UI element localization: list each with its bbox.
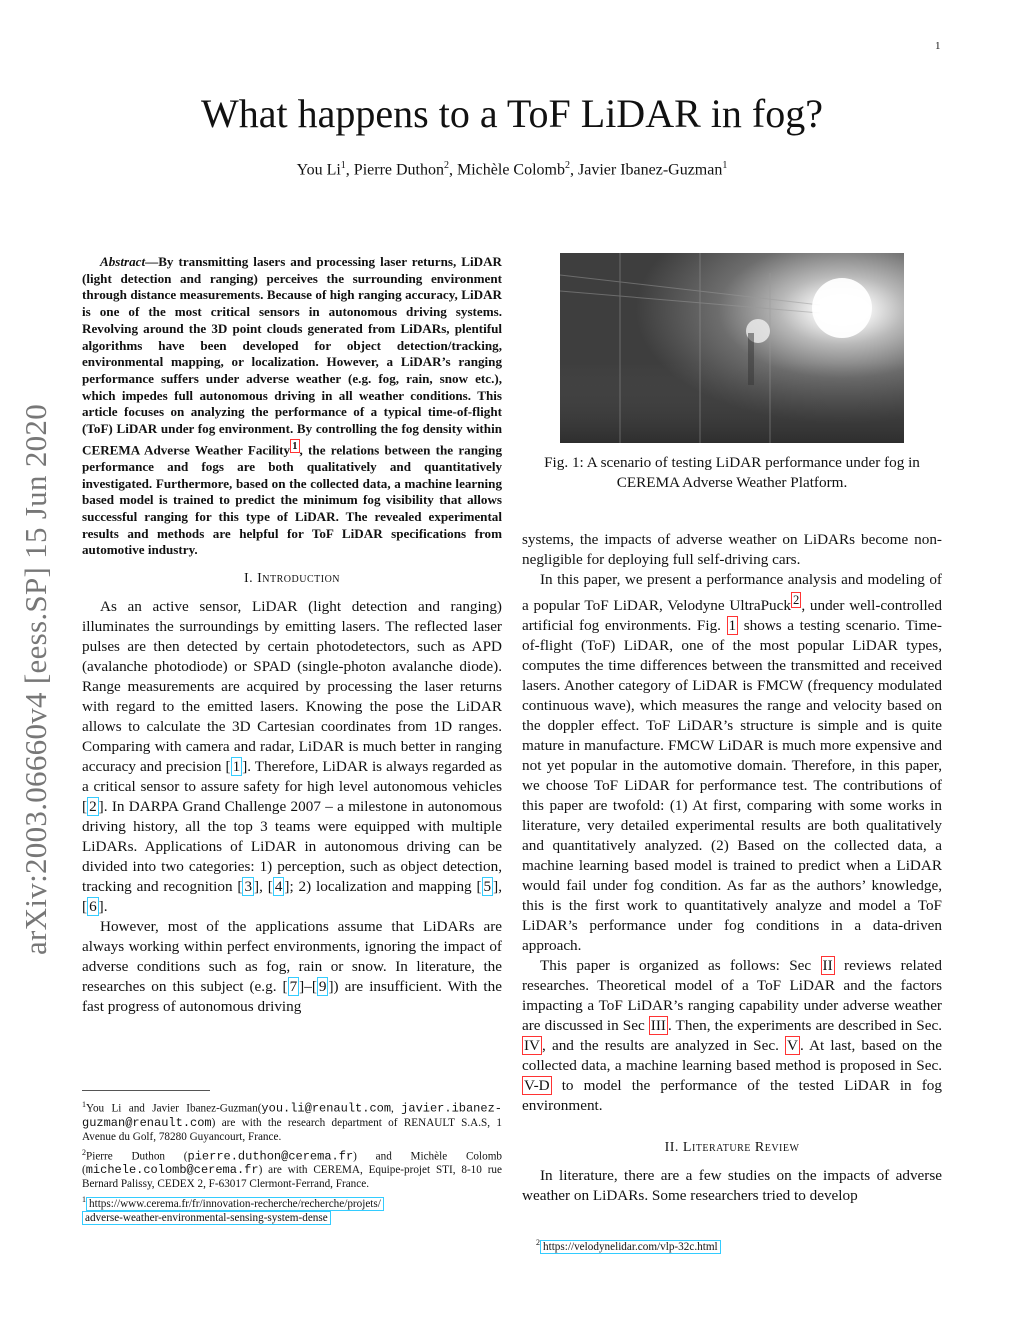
text: ]. <box>98 898 108 916</box>
citation-link[interactable]: 3 <box>244 878 253 896</box>
text: As an active sensor, LiDAR (light detection and ranging) illuminates the surroundings by emitting lasers. The reflected laser pulses are then detected by certain photodetectors, such as APD (avalanche photodiode) or SPAD (single-photon avalanche diode). Range measurements are acquired by processing the laser returns with regard to the emitted lasers. Knowing the pose the LiDAR allows to calculate the 3D Cartesian coordinates from 1D ranges. Comparing with camera and radar, LiDAR is much better in ranging accuracy and precision [ <box>82 598 502 776</box>
intro-paragraph <box>82 597 502 917</box>
url-link[interactable]: https://velodynelidar.com/vlp-32c.html <box>540 1240 721 1254</box>
abstract-keyword: Abstract <box>100 254 146 269</box>
url-link[interactable]: adverse-weather-environmental-sensing-system-dense <box>82 1211 331 1225</box>
footnotes <box>82 1098 502 1227</box>
text: ]. In DARPA Grand Challenge 2007 – a milestone in autonomous driving history, all the top 3 teams were equipped with multiple LiDARs. Applications of LiDAR in autonomous driving can be divided into two categories: 1) perception, such as object detection, tracking and recognition [ <box>82 798 502 896</box>
paragraph <box>522 1166 942 1206</box>
citation-link[interactable]: 5 <box>483 878 492 896</box>
text: . At last, based on the collected data, a machine learning based method is proposed in Sec. <box>522 1037 942 1075</box>
citation-link[interactable]: 2 <box>89 798 97 816</box>
text: ]) are insufficient. With the fast progress of autonomous driving <box>82 978 502 1016</box>
fog-scenario-image <box>560 253 904 443</box>
section-heading-literature-review: II. Literature Review <box>664 1140 800 1156</box>
text: You Li and Javier Ibanez-Guzman( <box>86 1102 262 1115</box>
page-number: 1 <box>935 40 941 52</box>
left-column <box>82 254 502 1017</box>
text: ], [ <box>82 878 502 916</box>
footnote-mark: 2 <box>536 1238 540 1247</box>
text: In this paper, we present a performance analysis and modeling of a popular ToF LiDAR, Velodyne UltraPuck <box>522 571 942 615</box>
email-link[interactable]: javier.ibanez-guzman@renault.com <box>82 1101 502 1130</box>
url-link[interactable]: https://www.cerema.fr/fr/innovation-recherche/recherche/projets/ <box>86 1197 384 1211</box>
footnote-url <box>82 1193 502 1225</box>
author-name: , Pierre Duthon <box>345 161 444 179</box>
citation-link[interactable]: 7 <box>289 978 298 996</box>
section-link[interactable]: III <box>650 1017 666 1035</box>
abstract <box>82 254 502 559</box>
figure-caption: Fig. 1: A scenario of testing LiDAR performance under fog in CEREMA Adverse Weather Platform. <box>544 454 920 491</box>
footnote-divider <box>82 1090 210 1091</box>
figure-link[interactable]: 1 <box>728 617 737 635</box>
footnote <box>82 1098 502 1144</box>
text: reviews related researches. Theoretical model of a ToF LiDAR and the factors impacting a ToF LiDAR’s ranging capability under adverse weather are discussed in Sec <box>522 957 942 1035</box>
email-link[interactable]: you.li@renault.com <box>261 1101 392 1116</box>
text: ) and Michèle Colomb ( <box>82 1150 502 1177</box>
text: ) are with the research department of RENAULT S.A.S, 1 Avenue du Golf, 78280 Guyancourt, France. <box>82 1116 502 1143</box>
right-column <box>522 530 942 1206</box>
author-name: , Javier Ibanez-Guzman <box>569 161 723 179</box>
footnote-mark: 2 <box>82 1147 86 1157</box>
email-link[interactable]: michele.colomb@cerema.fr <box>85 1163 259 1178</box>
text: ]; 2) localization and mapping [ <box>284 878 482 896</box>
text: shows a testing scenario. Time-of-flight (ToF) LiDAR, one of the most popular LiDAR types, computes the time differences between the transmitted and received lasers. Another category of LiDAR is FMCW (frequency modulated continuous wave), which measures the range and velocity based on the doppler effect. ToF LiDAR’s structure is simple and is quite mature in manufacture. FMCW LiDAR is much more expensive and not yet popular in the automotive domain. Therefore, in this paper, we choose ToF LiDAR for performance test. The contributions of this paper are twofold: (1) At first, comparing with some works in literature, very detailed experimental results are both qualitatively and quantitatively analyzed. (2) Based on the collected data, a machine learning based model is trained to predict when a LiDAR would fail under fog condition. As far as the authors’ knowledge, this is the first work to quantitatively analyze and model a ToF LiDAR’s performance under fog conditions in a data-driven approach. <box>522 617 942 955</box>
footnote-mark: 1 <box>82 1100 86 1109</box>
affiliation-mark: 1 <box>722 160 728 171</box>
text: ], [ <box>254 878 273 896</box>
section-link[interactable]: V <box>787 1037 798 1055</box>
section-heading-introduction: I. Introduction <box>243 571 341 587</box>
affiliation-mark: 1 <box>340 160 346 171</box>
text: ) are with CEREMA, Equipe-projet STI, 8-10 rue Bernard Palissy, CEDEX 2, F-63017 Clermont-Ferrand, France. <box>82 1164 502 1191</box>
text: In literature, there are a few studies on the impacts of adverse weather on LiDARs. Some researchers tried to develop <box>522 1167 942 1205</box>
footnote-link[interactable]: 2 <box>792 593 800 607</box>
citation-link[interactable]: 1 <box>232 758 241 776</box>
affiliation-mark: 2 <box>444 160 449 171</box>
section-link[interactable]: II <box>822 957 833 975</box>
text: This paper is organized as follows: Sec <box>540 957 821 975</box>
text: , <box>391 1102 402 1115</box>
abstract-text: , the relations between the ranging performance and fogs are both qualitatively and quantitatively investigated. Furthermore, based on the collected data, a machine learning based model is trained to predict the minimum fog visibility that allows successful ranging for this type of LiDAR. The revealed experimental results and methods are helpful for ToF LiDAR specifications from automotive industry. <box>82 442 502 558</box>
paragraph <box>522 570 942 956</box>
arxiv-side-stamp: arXiv:2003.06660v4 [eess.SP] 15 Jun 2020 <box>18 403 53 955</box>
citation-link[interactable]: 9 <box>318 978 327 996</box>
citation-link[interactable]: 6 <box>89 898 97 916</box>
footnote-mark: 1 <box>82 1195 86 1205</box>
author-name: You Li <box>296 161 341 179</box>
text: , under well-controlled artificial fog environments. Fig. <box>522 597 943 635</box>
paragraph <box>522 530 942 570</box>
text: ]–[ <box>299 978 317 996</box>
text: systems, the impacts of adverse weather on LiDARs become non-negligible for deploying full self-driving cars. <box>522 531 942 568</box>
footnote-url <box>536 1236 936 1254</box>
author-name: , Michèle Colomb <box>449 161 565 179</box>
paper-title: What happens to a ToF LiDAR in fog? <box>201 91 823 136</box>
section-link[interactable]: V-D <box>524 1077 550 1095</box>
text: ]. Therefore, LiDAR is always regarded as a critical sensor to assure safety for high level autonomous vehicles [ <box>82 758 503 816</box>
section-link[interactable]: IV <box>524 1037 541 1055</box>
citation-link[interactable]: 4 <box>274 878 283 896</box>
text: However, most of the applications assume that LiDARs are always working within perfect environments, ignoring the impact of adverse conditions such as fog, rain or snow. In literature, the researches on this subject (e.g. [ <box>82 918 502 996</box>
paragraph <box>522 956 942 1116</box>
abstract-text: —By transmitting lasers and processing laser returns, LiDAR (light detection and ranging) perceives the surrounding environment through distance measurements. Because of high ranging accuracy, LiDAR is one of the most critical sensors in autonomous driving systems. Revolving around the 3D point clouds generated from LiDARs, plentiful algorithms have been developed for object detection/tracking, environmental mapping, or localization. However, a LiDAR’s ranging performance suffers under adverse weather (e.g. fog, rain, snow etc.), which impedes full autonomous driving in all weather conditions. This article focuses on analyzing the performance of a typical time-of-flight (ToF) LiDAR under fog environment. By controlling the fog density within CEREMA Adverse Weather Facility <box>82 254 502 458</box>
text: , and the results are analyzed in Sec. <box>542 1037 786 1055</box>
author-list <box>0 160 1024 179</box>
fog-photo <box>560 253 904 443</box>
affiliation-mark: 2 <box>564 160 570 171</box>
footnote-link[interactable]: 1 <box>292 439 298 452</box>
text: . Then, the experiments are described in Sec. <box>667 1017 942 1035</box>
email-link[interactable]: pierre.duthon@cerema.fr <box>187 1149 354 1164</box>
text: to model the performance of the tested LiDAR in fog environment. <box>522 1077 942 1115</box>
intro-paragraph <box>82 917 502 1017</box>
footnote <box>82 1146 502 1192</box>
text: Pierre Duthon ( <box>86 1150 188 1163</box>
